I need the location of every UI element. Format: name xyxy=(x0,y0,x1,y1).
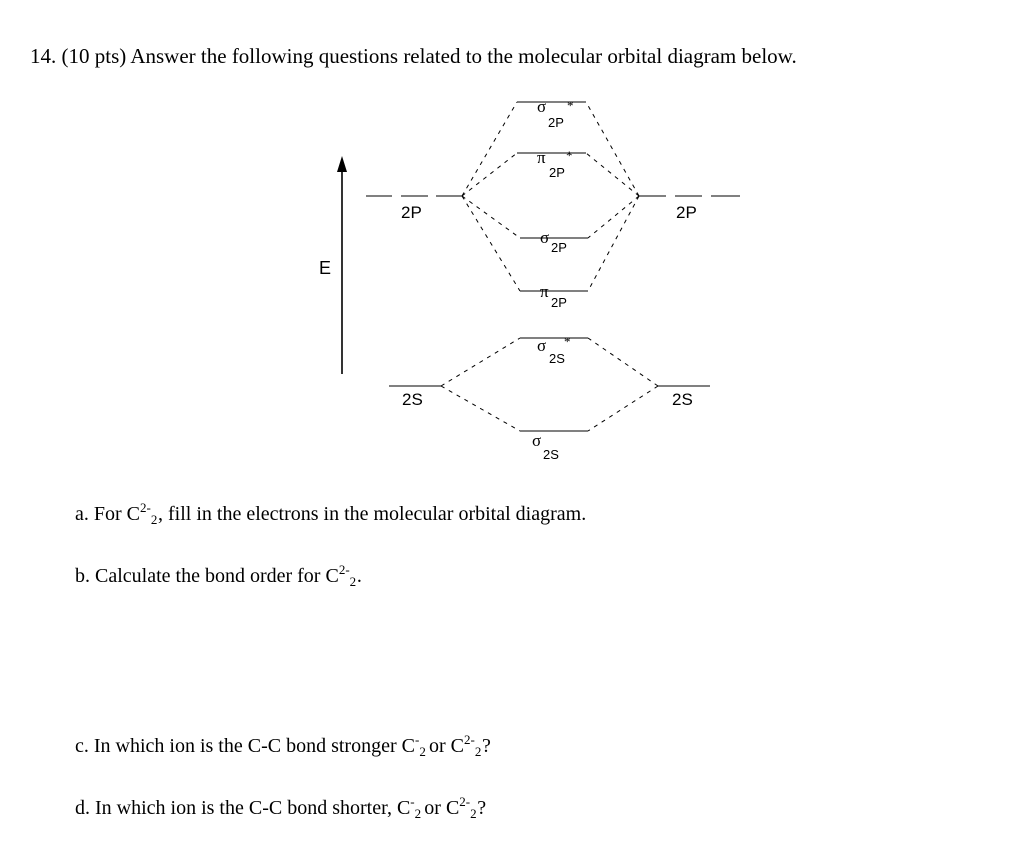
mo-pi-2p-label xyxy=(540,282,567,310)
question-prompt: Answer the following questions related to the molecular orbital diagram below. xyxy=(130,44,797,68)
question-part-b: b. Calculate the bond order for $C^{2-}_2$. xyxy=(75,562,362,589)
svg-text:σ: σ xyxy=(537,336,547,355)
question-part-d: d. In which ion is the C-C bond shorter, $C^-_2$ or $C^{2-}_2$? xyxy=(75,794,487,821)
svg-text:2P: 2P xyxy=(548,115,564,130)
left-2p-label: 2P xyxy=(401,203,422,222)
svg-text:*: * xyxy=(566,148,573,163)
svg-text:*: * xyxy=(567,98,574,113)
svg-text:*: * xyxy=(564,334,571,349)
svg-text:2P: 2P xyxy=(551,240,567,255)
energy-axis-arrowhead xyxy=(337,156,347,172)
energy-axis-label: E xyxy=(319,258,332,278)
right-2p-label: 2P xyxy=(676,203,697,222)
svg-text:σ: σ xyxy=(537,97,547,116)
left-2s-label: 2S xyxy=(402,390,423,409)
svg-text:2P: 2P xyxy=(549,165,565,180)
svg-text:2S: 2S xyxy=(549,351,565,366)
svg-text:2S: 2S xyxy=(543,447,559,462)
svg-text:π: π xyxy=(537,148,546,167)
mo-sigma-2p-label xyxy=(540,228,567,255)
correlation-lines-2p xyxy=(462,102,639,291)
mo-sigma-2s-label xyxy=(532,431,559,462)
right-2s-label: 2S xyxy=(672,390,693,409)
question-part-a: a. For $C^{2-}_2$, fill in the electrons in the molecular orbital diagram. xyxy=(75,500,587,527)
svg-text:σ: σ xyxy=(532,431,542,450)
question-points: (10 pts) xyxy=(61,44,127,68)
mo-sigma-2s-star-label xyxy=(537,334,571,366)
svg-text:2P: 2P xyxy=(551,295,567,310)
question-number: 14. xyxy=(30,44,57,68)
question-part-c: c. In which ion is the C-C bond stronger $C^-_2$ or $C^{2-}_2$? xyxy=(75,732,491,759)
svg-text:σ: σ xyxy=(540,228,550,247)
svg-text:π: π xyxy=(540,282,549,301)
